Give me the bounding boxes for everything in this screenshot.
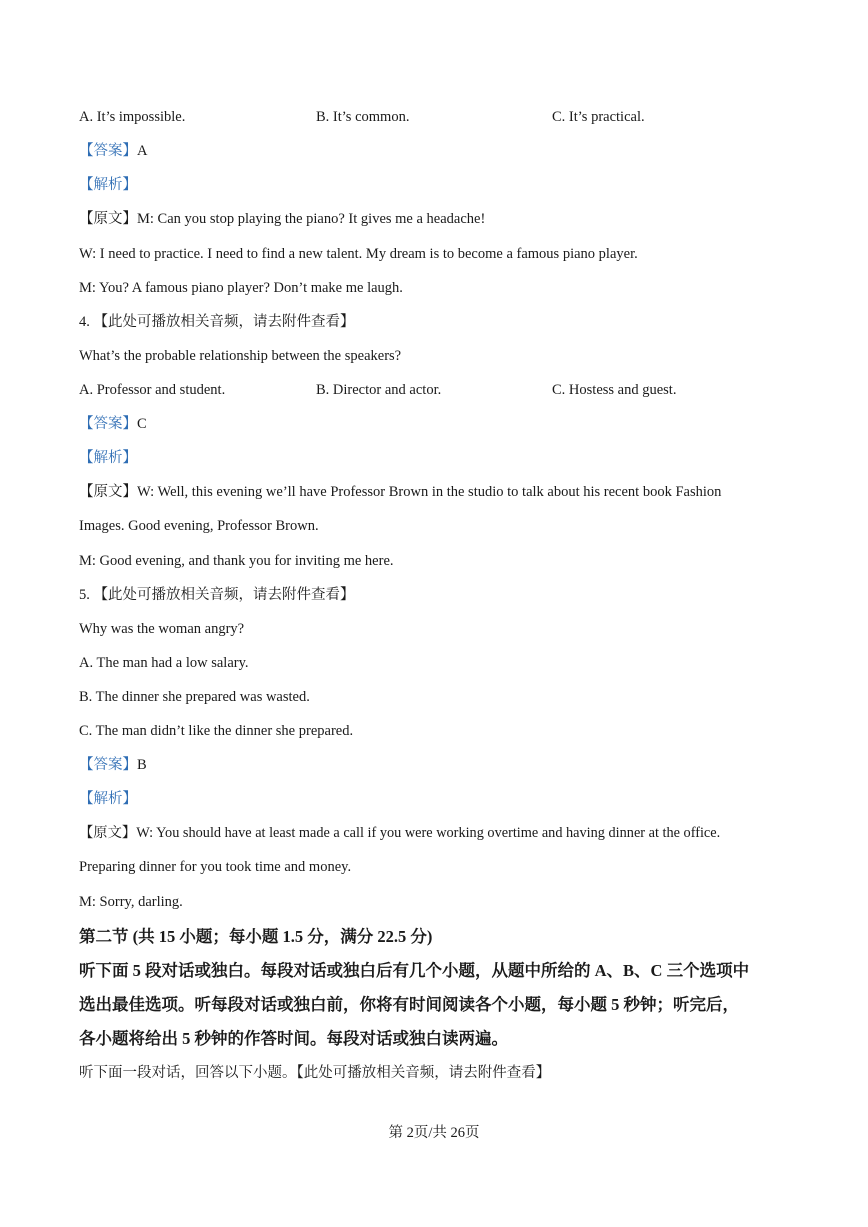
- page-footer: 第 2页/共 26页: [388, 1125, 480, 1141]
- transcript-text: W: You should have at least made a call if you were working overtime and having dinner at the office.: [136, 825, 721, 841]
- transcript-label: 【原文】: [79, 211, 137, 227]
- q5-analysis-label: 【解析】: [79, 791, 137, 807]
- q4-answer: [79, 414, 147, 434]
- transcript-text: M: Can you stop playing the piano? It gives me a headache!: [137, 211, 486, 227]
- q4-transcript-line: [79, 482, 721, 502]
- transcript-text: W: Well, this evening we’ll have Professor Brown in the studio to talk about his recent book Fashion: [137, 484, 722, 500]
- q4-option-a: A. Professor and student.: [79, 382, 226, 398]
- q3-transcript-line: W: I need to practice. I need to find a new talent. My dream is to become a famous piano player.: [79, 246, 638, 262]
- section-2-instructions: 各小题将给出 5 秒钟的作答时间。每段对话或独白读两遍。: [79, 1029, 508, 1048]
- answer-label: 【答案】: [79, 416, 137, 432]
- answer-value: C: [137, 416, 147, 432]
- transcript-label: 【原文】: [79, 825, 137, 841]
- listen-note: 听下面一段对话，回答以下小题。【此处可播放相关音频，请去附件查看】: [79, 1065, 551, 1081]
- question-number: 5.: [79, 587, 90, 603]
- audio-note: 【此处可播放相关音频，请去附件查看】: [93, 587, 355, 603]
- q5-transcript-line: Preparing dinner for you took time and money.: [79, 859, 352, 875]
- q3-transcript-line: M: You? A famous piano player? Don’t make me laugh.: [79, 280, 403, 296]
- q5-question: Why was the woman angry?: [79, 621, 245, 637]
- q4-option-b: B. Director and actor.: [316, 382, 442, 398]
- q4-transcript-line: Images. Good evening, Professor Brown.: [79, 518, 319, 534]
- q5-transcript-line: M: Sorry, darling.: [79, 894, 183, 910]
- q5-option-c: C. The man didn’t like the dinner she prepared.: [79, 723, 354, 739]
- q5-answer: [79, 755, 147, 775]
- answer-label: 【答案】: [79, 757, 137, 773]
- q4-header: [79, 312, 355, 332]
- section-2-instructions: 选出最佳选项。听每段对话或独白前，你将有时间阅读各个小题，每小题 5 秒钟；听完后，: [79, 995, 739, 1014]
- q3-option-c: C. It’s practical.: [552, 109, 645, 125]
- q4-transcript-line: M: Good evening, and thank you for inviting me here.: [79, 553, 394, 569]
- q5-transcript-line: [79, 823, 720, 843]
- q4-question: What’s the probable relationship between the speakers?: [79, 348, 402, 364]
- q3-transcript-line: [79, 209, 485, 229]
- q4-option-c: C. Hostess and guest.: [552, 382, 677, 398]
- answer-value: A: [137, 143, 148, 159]
- q3-answer: [79, 141, 147, 161]
- q3-option-a: A. It’s impossible.: [79, 109, 186, 125]
- q3-analysis-label: 【解析】: [79, 177, 137, 193]
- question-number: 4.: [79, 314, 90, 330]
- section-2-title: 第二节 (共 15 小题；每小题 1.5 分，满分 22.5 分): [79, 927, 433, 946]
- q5-option-a: A. The man had a low salary.: [79, 655, 249, 671]
- q5-header: [79, 585, 355, 605]
- answer-label: 【答案】: [79, 143, 137, 159]
- q4-analysis-label: 【解析】: [79, 450, 137, 466]
- answer-value: B: [137, 757, 147, 773]
- q3-option-b: B. It’s common.: [316, 109, 410, 125]
- section-2-instructions: 听下面 5 段对话或独白。每段对话或独白后有几个小题，从题中所给的 A、B、C 三个选项中: [79, 961, 750, 980]
- audio-note: 【此处可播放相关音频，请去附件查看】: [93, 314, 355, 330]
- q5-option-b: B. The dinner she prepared was wasted.: [79, 689, 310, 705]
- transcript-label: 【原文】: [79, 484, 137, 500]
